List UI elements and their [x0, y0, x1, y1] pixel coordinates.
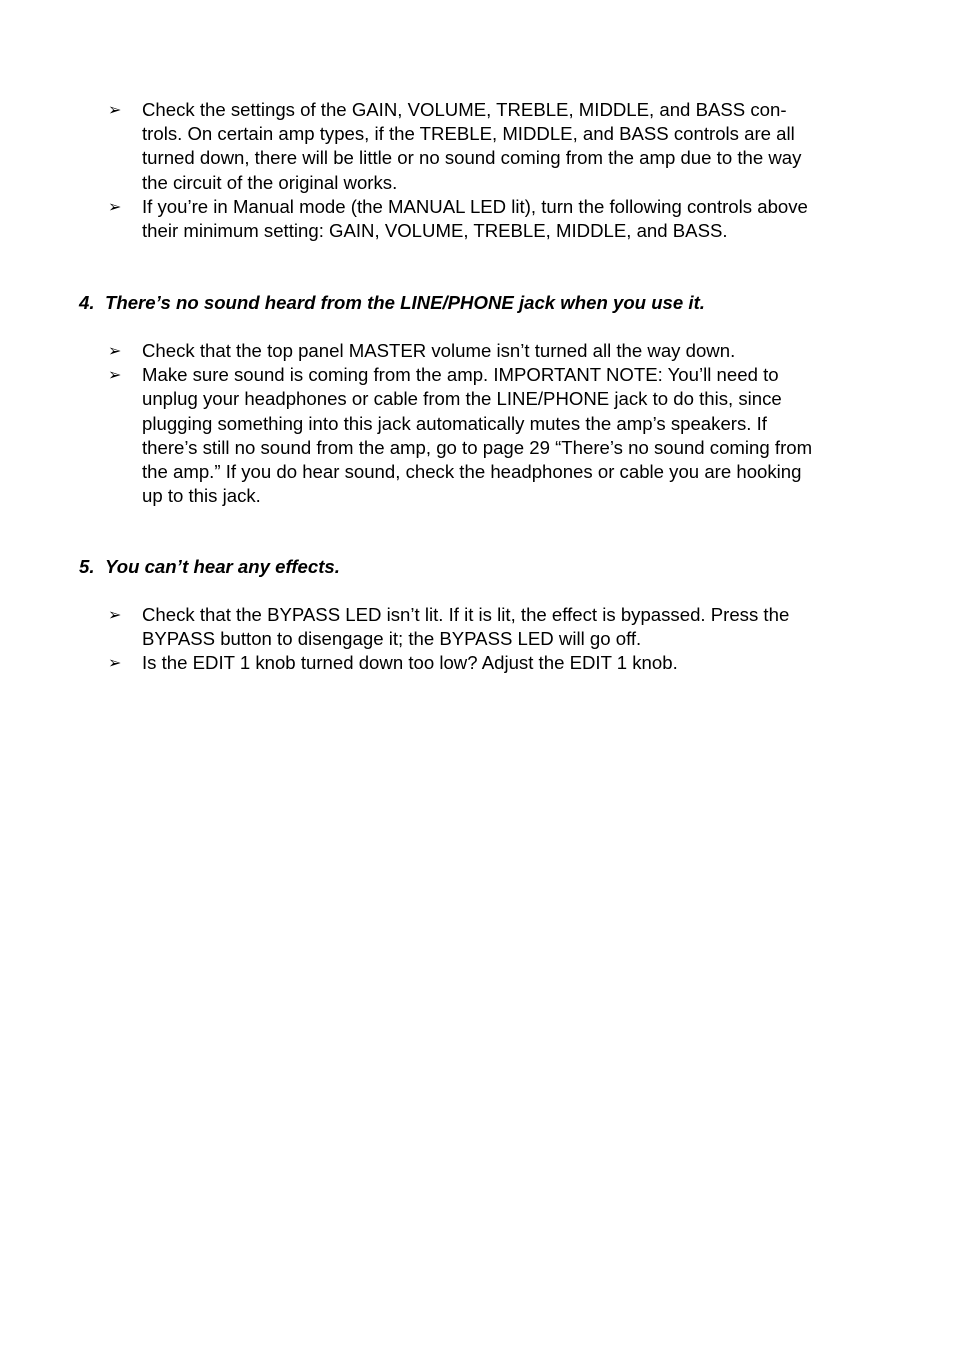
section-title: There’s no sound heard from the LINE/PHONE jack when you use it. — [105, 292, 705, 313]
bullet-text: Check that the top panel MASTER volume isn’t turned all the way down. — [142, 340, 736, 361]
section-title: You can’t hear any effects. — [105, 556, 340, 577]
bullet-text: Check the settings of the GAIN, VOLUME, TREBLE, MIDDLE, and BASS con- trols. On certain amp types, if the TREBLE, MIDDLE, and BASS controls are all turned down, there will be little or no sound coming from the amp due to the way the circuit of the original works. — [142, 99, 802, 193]
arrowhead-bullet-icon: ➢ — [108, 605, 122, 624]
section-heading-4 — [79, 291, 899, 315]
bullet-text: Make sure sound is coming from the amp. IMPORTANT NOTE: You’ll need to unplug your headphones or cable from the LINE/PHONE jack to do this, since plugging something into this jack automatically mutes the amp’s speakers. If there’s still no sound from the amp, go to page 29 “There’s no sound coming from the amp.” If you do hear sound, check the headphones or cable you are hooking up to this jack. — [142, 364, 813, 507]
bullet-list-section5 — [108, 603, 878, 676]
list-item — [108, 363, 878, 508]
arrowhead-bullet-icon: ➢ — [108, 365, 122, 385]
section-heading-5 — [79, 555, 899, 579]
bullet-text: Check that the BYPASS LED isn’t lit. If it is lit, the effect is bypassed. Press the BYPASS button to disengage it; the BYPASS LED will go off. — [142, 604, 790, 650]
arrowhead-bullet-icon: ➢ — [108, 653, 122, 673]
list-item — [108, 603, 878, 651]
section-number: 4. — [79, 292, 95, 313]
bullet-list-top — [108, 98, 878, 243]
arrowhead-bullet-icon: ➢ — [108, 341, 122, 360]
bullet-list-section4 — [108, 339, 878, 508]
list-item — [108, 98, 878, 195]
list-item — [108, 339, 878, 363]
bullet-text: Is the EDIT 1 knob turned down too low? Adjust the EDIT 1 knob. — [142, 652, 678, 674]
list-item — [108, 195, 878, 243]
arrowhead-bullet-icon: ➢ — [108, 100, 122, 119]
bullet-text: If you’re in Manual mode (the MANUAL LED lit), turn the following controls above their minimum setting: GAIN, VOLUME, TREBLE, MIDDLE, and BASS. — [142, 195, 808, 242]
arrowhead-bullet-icon: ➢ — [108, 196, 122, 216]
list-item — [108, 651, 878, 675]
section-number: 5. — [79, 556, 95, 577]
